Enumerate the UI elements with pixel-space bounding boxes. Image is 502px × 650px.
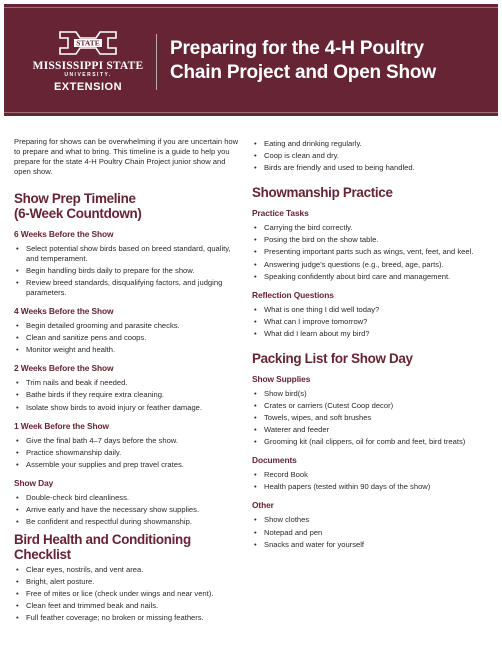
- section-title: Reflection Questions: [252, 289, 334, 300]
- logo-university-sub: UNIVERSITY.: [64, 72, 112, 78]
- page-title-line1: Preparing for the 4-H Poultry: [170, 38, 424, 59]
- section-title: 1 Week Before the Show: [14, 420, 109, 431]
- list-item: • Towels, wipes, and soft brushes: [252, 413, 484, 423]
- list-item: • What did I learn about my bird?: [252, 329, 484, 339]
- reflection-list: [252, 305, 484, 339]
- list-item: • Show clothes: [252, 515, 484, 525]
- timeline-list-show-day: [14, 493, 240, 527]
- list-item: • Waterer and feeder: [252, 425, 484, 435]
- timeline-heading-line2: (6-Week Countdown): [14, 206, 142, 221]
- list-item: • Select potential show birds based on breed standard, quality, and temperament.: [14, 244, 240, 264]
- list-item: • What can I improve tomorrow?: [252, 317, 484, 327]
- list-item: • Give the final bath 4–7 days before the show.: [14, 436, 240, 446]
- list-item: • Arrive early and have the necessary show supplies.: [14, 505, 240, 515]
- logo-university-name: MISSISSIPPI STATE: [32, 60, 144, 72]
- list-item: • Birds are friendly and used to being handled.: [252, 163, 484, 173]
- list-item: • What is one thing I did well today?: [252, 305, 484, 315]
- section-title: Other: [252, 500, 274, 511]
- show-supplies-list: [252, 389, 484, 447]
- list-item: • Bright, alert posture.: [14, 577, 240, 587]
- packing-heading: Packing List for Show Day: [252, 350, 413, 366]
- banner-bottom-rule: [4, 112, 498, 113]
- list-item: • Carrying the bird correctly.: [252, 223, 484, 233]
- list-item: • Crates or carriers (Cutest Coop decor): [252, 401, 484, 411]
- health-heading: Bird Health and Conditioning Checklist: [14, 532, 191, 563]
- timeline-list-1wk: [14, 436, 240, 470]
- right-column: [252, 139, 484, 552]
- section-title: Show Supplies: [252, 373, 311, 384]
- list-item: • Show bird(s): [252, 389, 484, 399]
- timeline-list-6wk: [14, 244, 240, 298]
- list-item: • Assemble your supplies and prep travel crates.: [14, 460, 240, 470]
- section-title: Show Day: [14, 477, 54, 488]
- list-item: • Full feather coverage; no broken or missing feathers.: [14, 613, 240, 623]
- header-banner: [4, 4, 498, 116]
- list-item: • Practice showmanship daily.: [14, 448, 240, 458]
- list-item: • Clear eyes, nostrils, and vent area.: [14, 565, 240, 575]
- section-title: 6 Weeks Before the Show: [14, 229, 114, 239]
- list-item: • Coop is clean and dry.: [252, 151, 484, 161]
- list-item: • Trim nails and beak if needed.: [14, 378, 240, 388]
- list-item: • Isolate show birds to avoid injury or feather damage.: [14, 403, 240, 413]
- list-item: • Record Book: [252, 470, 484, 480]
- timeline-heading-line1: Show Prep Timeline: [14, 191, 136, 206]
- logo-extension: EXTENSION: [53, 81, 123, 93]
- section-title: 2 Weeks Before the Show: [14, 363, 114, 374]
- msu-extension-logo: [26, 28, 150, 98]
- msu-seal-icon: [54, 28, 122, 58]
- banner-top-rule: [4, 7, 498, 8]
- practice-tasks-list: [252, 223, 484, 281]
- list-item: • Notepad and pen: [252, 528, 484, 538]
- page-title: [170, 37, 490, 85]
- section-title: 4 Weeks Before the Show: [14, 306, 114, 317]
- timeline-heading: [14, 191, 240, 221]
- section-title: Documents: [252, 455, 297, 466]
- left-column: [14, 137, 240, 626]
- list-item: • Monitor weight and health.: [14, 345, 240, 355]
- list-item: • Posing the bird on the show table.: [252, 235, 484, 245]
- intro-paragraph: Preparing for shows can be overwhelming if you are uncertain how to prepare and what to bring. This timeline is a guide to help you prepare for the state 4-H Poultry Chain Project junior show and open show.: [14, 137, 239, 176]
- list-item: • Begin handling birds daily to prepare for the show.: [14, 266, 240, 276]
- showmanship-heading: Showmanship Practice: [252, 185, 393, 201]
- list-item: • Speaking confidently about bird care and management.: [252, 272, 484, 282]
- page-title-line2: Chain Project and Open Show: [170, 62, 436, 83]
- list-item: • Be confident and respectful during showmanship.: [14, 517, 240, 527]
- other-list: [252, 515, 484, 549]
- timeline-list-2wk: [14, 378, 240, 412]
- list-item: • Bathe birds if they require extra cleaning.: [14, 390, 240, 400]
- list-item: • Free of mites or lice (check under wings and near vent).: [14, 589, 240, 599]
- documents-list: [252, 470, 484, 492]
- list-item: • Snacks and water for yourself: [252, 540, 484, 550]
- list-item: • Clean and sanitize pens and coops.: [14, 333, 240, 343]
- timeline-list-4wk: [14, 321, 240, 355]
- health-list-continued: [252, 139, 484, 173]
- list-item: • Double-check bird cleanliness.: [14, 493, 240, 503]
- list-item: • Answering judge’s questions (e.g., breed, age, parts).: [252, 260, 484, 270]
- health-list: [14, 565, 240, 623]
- list-item: • Review breed standards, disqualifying factors, and judging parameters.: [14, 278, 240, 298]
- list-item: • Presenting important parts such as wings, vent, feet, and keel.: [252, 247, 484, 257]
- seal-lettering: STATE: [76, 38, 100, 48]
- section-title: Practice Tasks: [252, 208, 309, 219]
- list-item: • Begin detailed grooming and parasite checks.: [14, 321, 240, 331]
- list-item: • Health papers (tested within 90 days of the show): [252, 482, 484, 492]
- list-item: • Clean feet and trimmed beak and nails.: [14, 601, 240, 611]
- header-divider: [156, 34, 157, 90]
- list-item: • Eating and drinking regularly.: [252, 139, 484, 149]
- list-item: • Grooming kit (nail clippers, oil for comb and feet, bird treats): [252, 437, 484, 447]
